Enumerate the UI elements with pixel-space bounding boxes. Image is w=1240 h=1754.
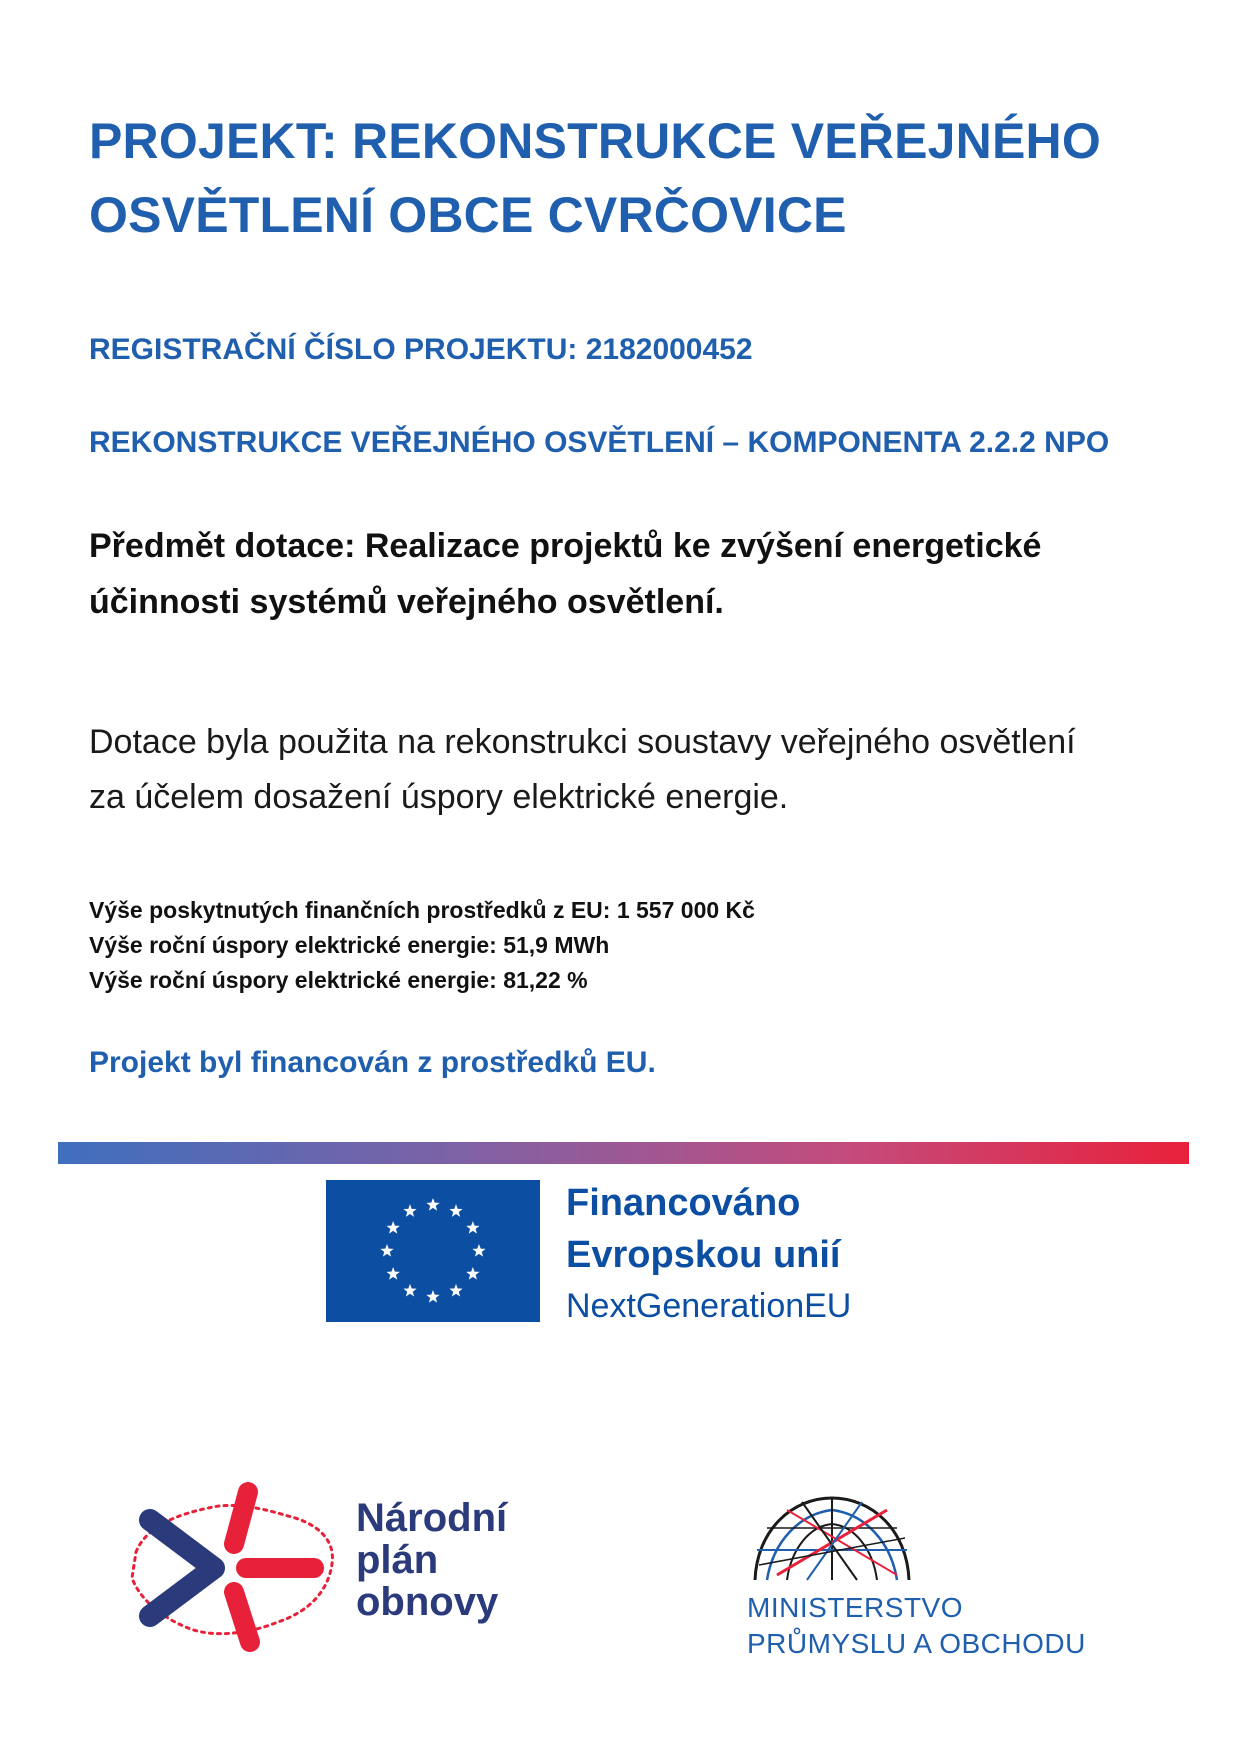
title-line-2: OSVĚTLENÍ OBCE CVRČOVICE: [89, 187, 847, 243]
subject-line-1: Předmět dotace: Realizace projektů ke zvýšení energetické: [89, 527, 1042, 565]
eu-star-icon: [472, 1244, 485, 1257]
mpo-logo-text: [747, 1590, 1086, 1662]
eu-star-icon: [466, 1221, 479, 1234]
eu-logo-line-2: Evropskou unií: [566, 1234, 841, 1276]
eu-star-icon: [380, 1244, 393, 1257]
eu-star-icon: [449, 1204, 462, 1217]
gradient-divider: [58, 1142, 1189, 1164]
npo-logo-line-1: Národní: [356, 1496, 508, 1540]
eu-star-icon: [403, 1204, 416, 1217]
eu-star-icon: [403, 1284, 416, 1297]
eu-star-icon: [426, 1290, 439, 1303]
eu-star-icon: [466, 1267, 479, 1280]
mpo-globe-icon: [747, 1490, 917, 1585]
body-paragraph: [89, 715, 1209, 825]
eu-star-icon: [426, 1198, 439, 1211]
npo-logo-line-3: obnovy: [356, 1580, 499, 1624]
eu-star-icon: [387, 1267, 400, 1280]
eu-star-icon: [449, 1284, 462, 1297]
subject-paragraph: [89, 518, 1189, 630]
npo-logo-text: [356, 1497, 507, 1623]
fact-funding-amount: Výše poskytnutých finančních prostředků z EU: 1 557 000 Kč: [89, 897, 755, 923]
mpo-logo-line-1: MINISTERSTVO: [747, 1592, 964, 1623]
component-heading: REKONSTRUKCE VEŘEJNÉHO OSVĚTLENÍ – KOMPONENTA 2.2.2 NPO: [89, 426, 1110, 459]
eu-logo-line-3: NextGenerationEU: [566, 1287, 852, 1325]
npo-logo-icon: [118, 1482, 348, 1654]
subject-line-2: účinnosti systémů veřejného osvětlení.: [89, 583, 724, 621]
fact-annual-saving-percent: Výše roční úspory elektrické energie: 81,22 %: [89, 967, 588, 993]
npo-logo-line-2: plán: [356, 1538, 439, 1582]
eu-logo-text: [566, 1177, 851, 1331]
fact-annual-saving-mwh: Výše roční úspory elektrické energie: 51,9 MWh: [89, 932, 610, 958]
eu-logo-line-1: Financováno: [566, 1182, 801, 1224]
body-line-1: Dotace byla použita na rekonstrukci soustavy veřejného osvětlení: [89, 723, 1076, 761]
eu-flag-icon: [326, 1180, 540, 1322]
eu-stars-icon: [326, 1180, 540, 1322]
title-line-1: PROJEKT: REKONSTRUKCE VEŘEJNÉHO: [89, 113, 1101, 169]
eu-star-icon: [387, 1221, 400, 1234]
page-title: [89, 104, 1169, 252]
registration-number: REGISTRAČNÍ ČÍSLO PROJEKTU: 2182000452: [89, 333, 753, 366]
mpo-logo-line-2: PRŮMYSLU A OBCHODU: [747, 1628, 1086, 1659]
facts-list: [89, 893, 755, 998]
funded-note: Projekt byl financován z prostředků EU.: [89, 1046, 656, 1079]
body-line-2: za účelem dosažení úspory elektrické energie.: [89, 778, 789, 816]
